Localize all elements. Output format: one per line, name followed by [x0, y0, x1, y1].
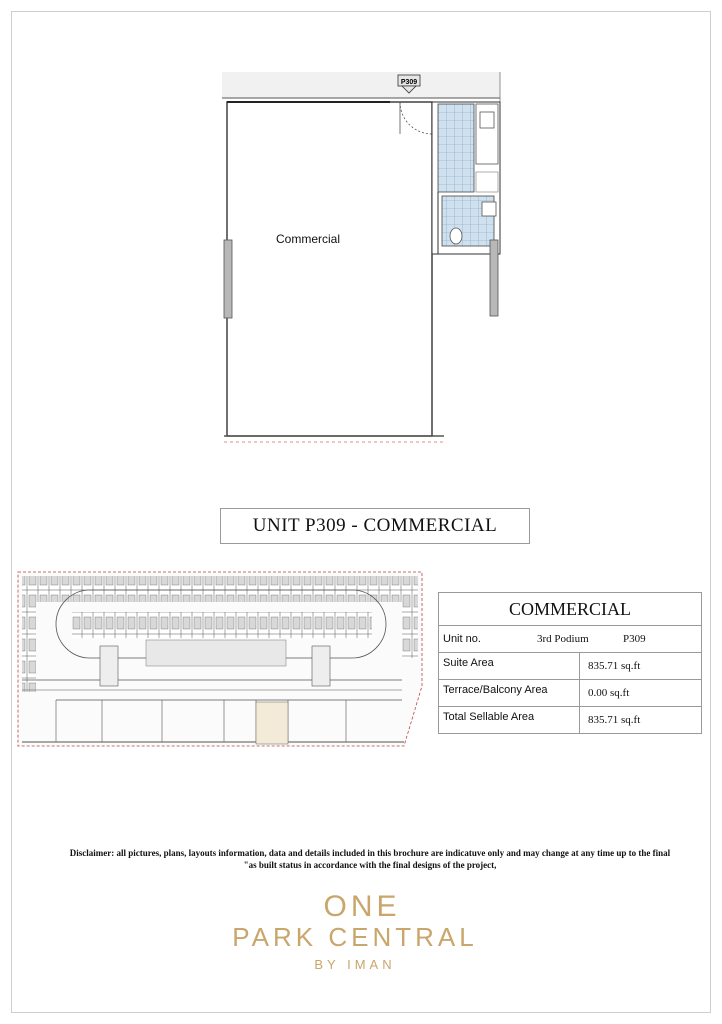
disclaimer-line-2: "as built status in accordance with the final designs of the project, — [243, 860, 497, 870]
unit-number-row — [439, 626, 701, 653]
disclaimer-line-1: Disclaimer: all pictures, plans, layouts information, data and details included in this brochure are indicatuve only and may change at any time up to the final — [69, 848, 671, 858]
brand-line-2: PARK CENTRAL — [232, 922, 478, 952]
highlighted-unit — [256, 702, 288, 744]
area-value: 835.71 sq.ft — [588, 660, 641, 672]
unit-floorplan — [222, 72, 502, 444]
unit-tag-label: P309 — [400, 79, 418, 86]
unit-title-box — [220, 508, 530, 544]
area-table — [438, 592, 702, 734]
area-label: Terrace/Balcony Area — [439, 680, 580, 706]
area-value: 835.71 sq.ft — [588, 714, 641, 726]
area-row-total — [439, 707, 701, 733]
brand-line-3: BY IMAN — [314, 957, 396, 972]
area-row-terrace — [439, 680, 701, 707]
unit-title: UNIT P309 - COMMERCIAL — [252, 515, 498, 536]
unit-no-value: P309 — [623, 633, 646, 645]
key-plan — [16, 568, 426, 750]
floor-value: 3rd Podium — [537, 633, 589, 645]
brand-line-1: ONE — [323, 890, 401, 923]
area-row-suite — [439, 653, 701, 680]
room-label: Commercial — [276, 232, 341, 246]
area-value: 0.00 sq.ft — [588, 687, 630, 699]
brand-logo — [190, 890, 520, 972]
disclaimer — [40, 847, 700, 871]
unit-no-label: Unit no. — [443, 633, 481, 645]
area-label: Total Sellable Area — [439, 707, 580, 733]
area-table-heading: COMMERCIAL — [439, 593, 701, 626]
area-label: Suite Area — [439, 653, 580, 679]
